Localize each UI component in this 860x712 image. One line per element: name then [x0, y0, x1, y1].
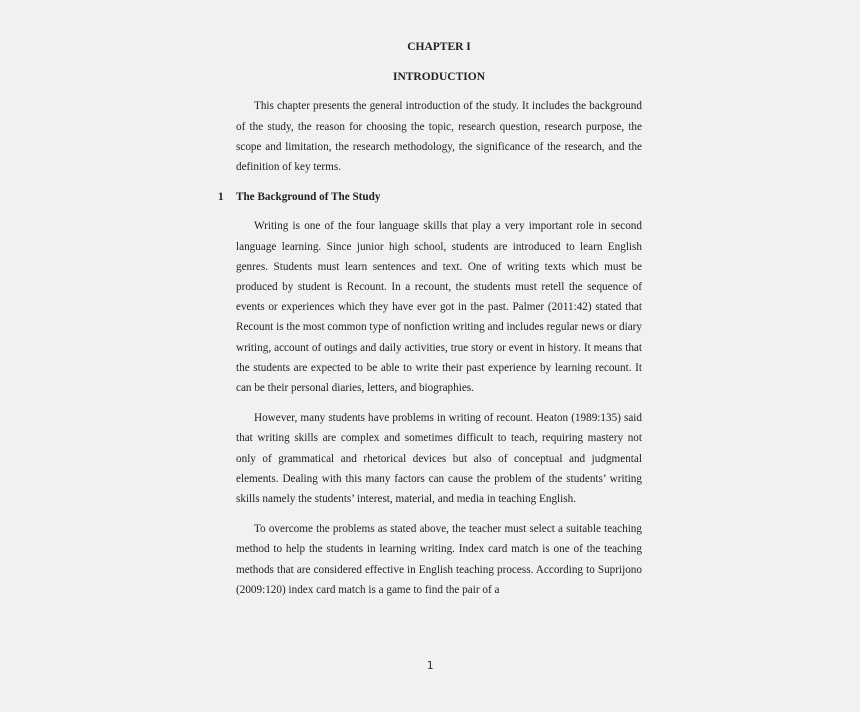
- body-paragraph: To overcome the problems as stated above, the teacher must select a suitable teaching method to help the students in learning writing. Index card match is one of the teaching methods that are considered effective in English teaching process. According to Suprijono (2009:120) index card match is a game to find the pair of a: [236, 523, 642, 596]
- section-title: The Background of The Study: [236, 191, 381, 204]
- intro-paragraph: This chapter presents the general introduction of the study. It includes the background of the study, the reason for choosing the topic, research question, research purpose, the scope and limitation, the research methodology, the significance of the research, and the definition of key terms.: [236, 100, 642, 174]
- body-paragraph: Writing is one of the four language skills that play a very important role in second language learning. Since junior high school, students are introduced to learn English genres. Students must learn sentences and text. One of writing texts which must be produced by student is Recount. In a recount, the students must retell the sequence of events or experiences which they have ever got in the past. Palmer (2011:42) stated that Recount is the most common type of nonfiction writing and includes regular news or diary writing, account of outings and daily activities, true story or event in history. It means that the students are expected to be able to write their past experience by learning recount. It can be their personal diaries, letters, and biographies.: [236, 220, 642, 395]
- body-paragraph: However, many students have problems in writing of recount. Heaton (1989:135) said that writing skills are complex and sometimes difficult to teach, requiring mastery not only of grammatical and rhetorical devices but also of conceptual and judgmental elements. Dealing with this many factors can cause the problem of the students’ writing skills namely the students’ interest, material, and media in teaching English.: [236, 412, 642, 506]
- page-content: [218, 37, 642, 610]
- section-number: 1: [218, 191, 224, 204]
- page-number: 1: [426, 659, 434, 672]
- chapter-title: INTRODUCTION: [392, 71, 485, 84]
- section-heading: [218, 187, 642, 207]
- chapter-heading: CHAPTER I: [407, 41, 471, 53]
